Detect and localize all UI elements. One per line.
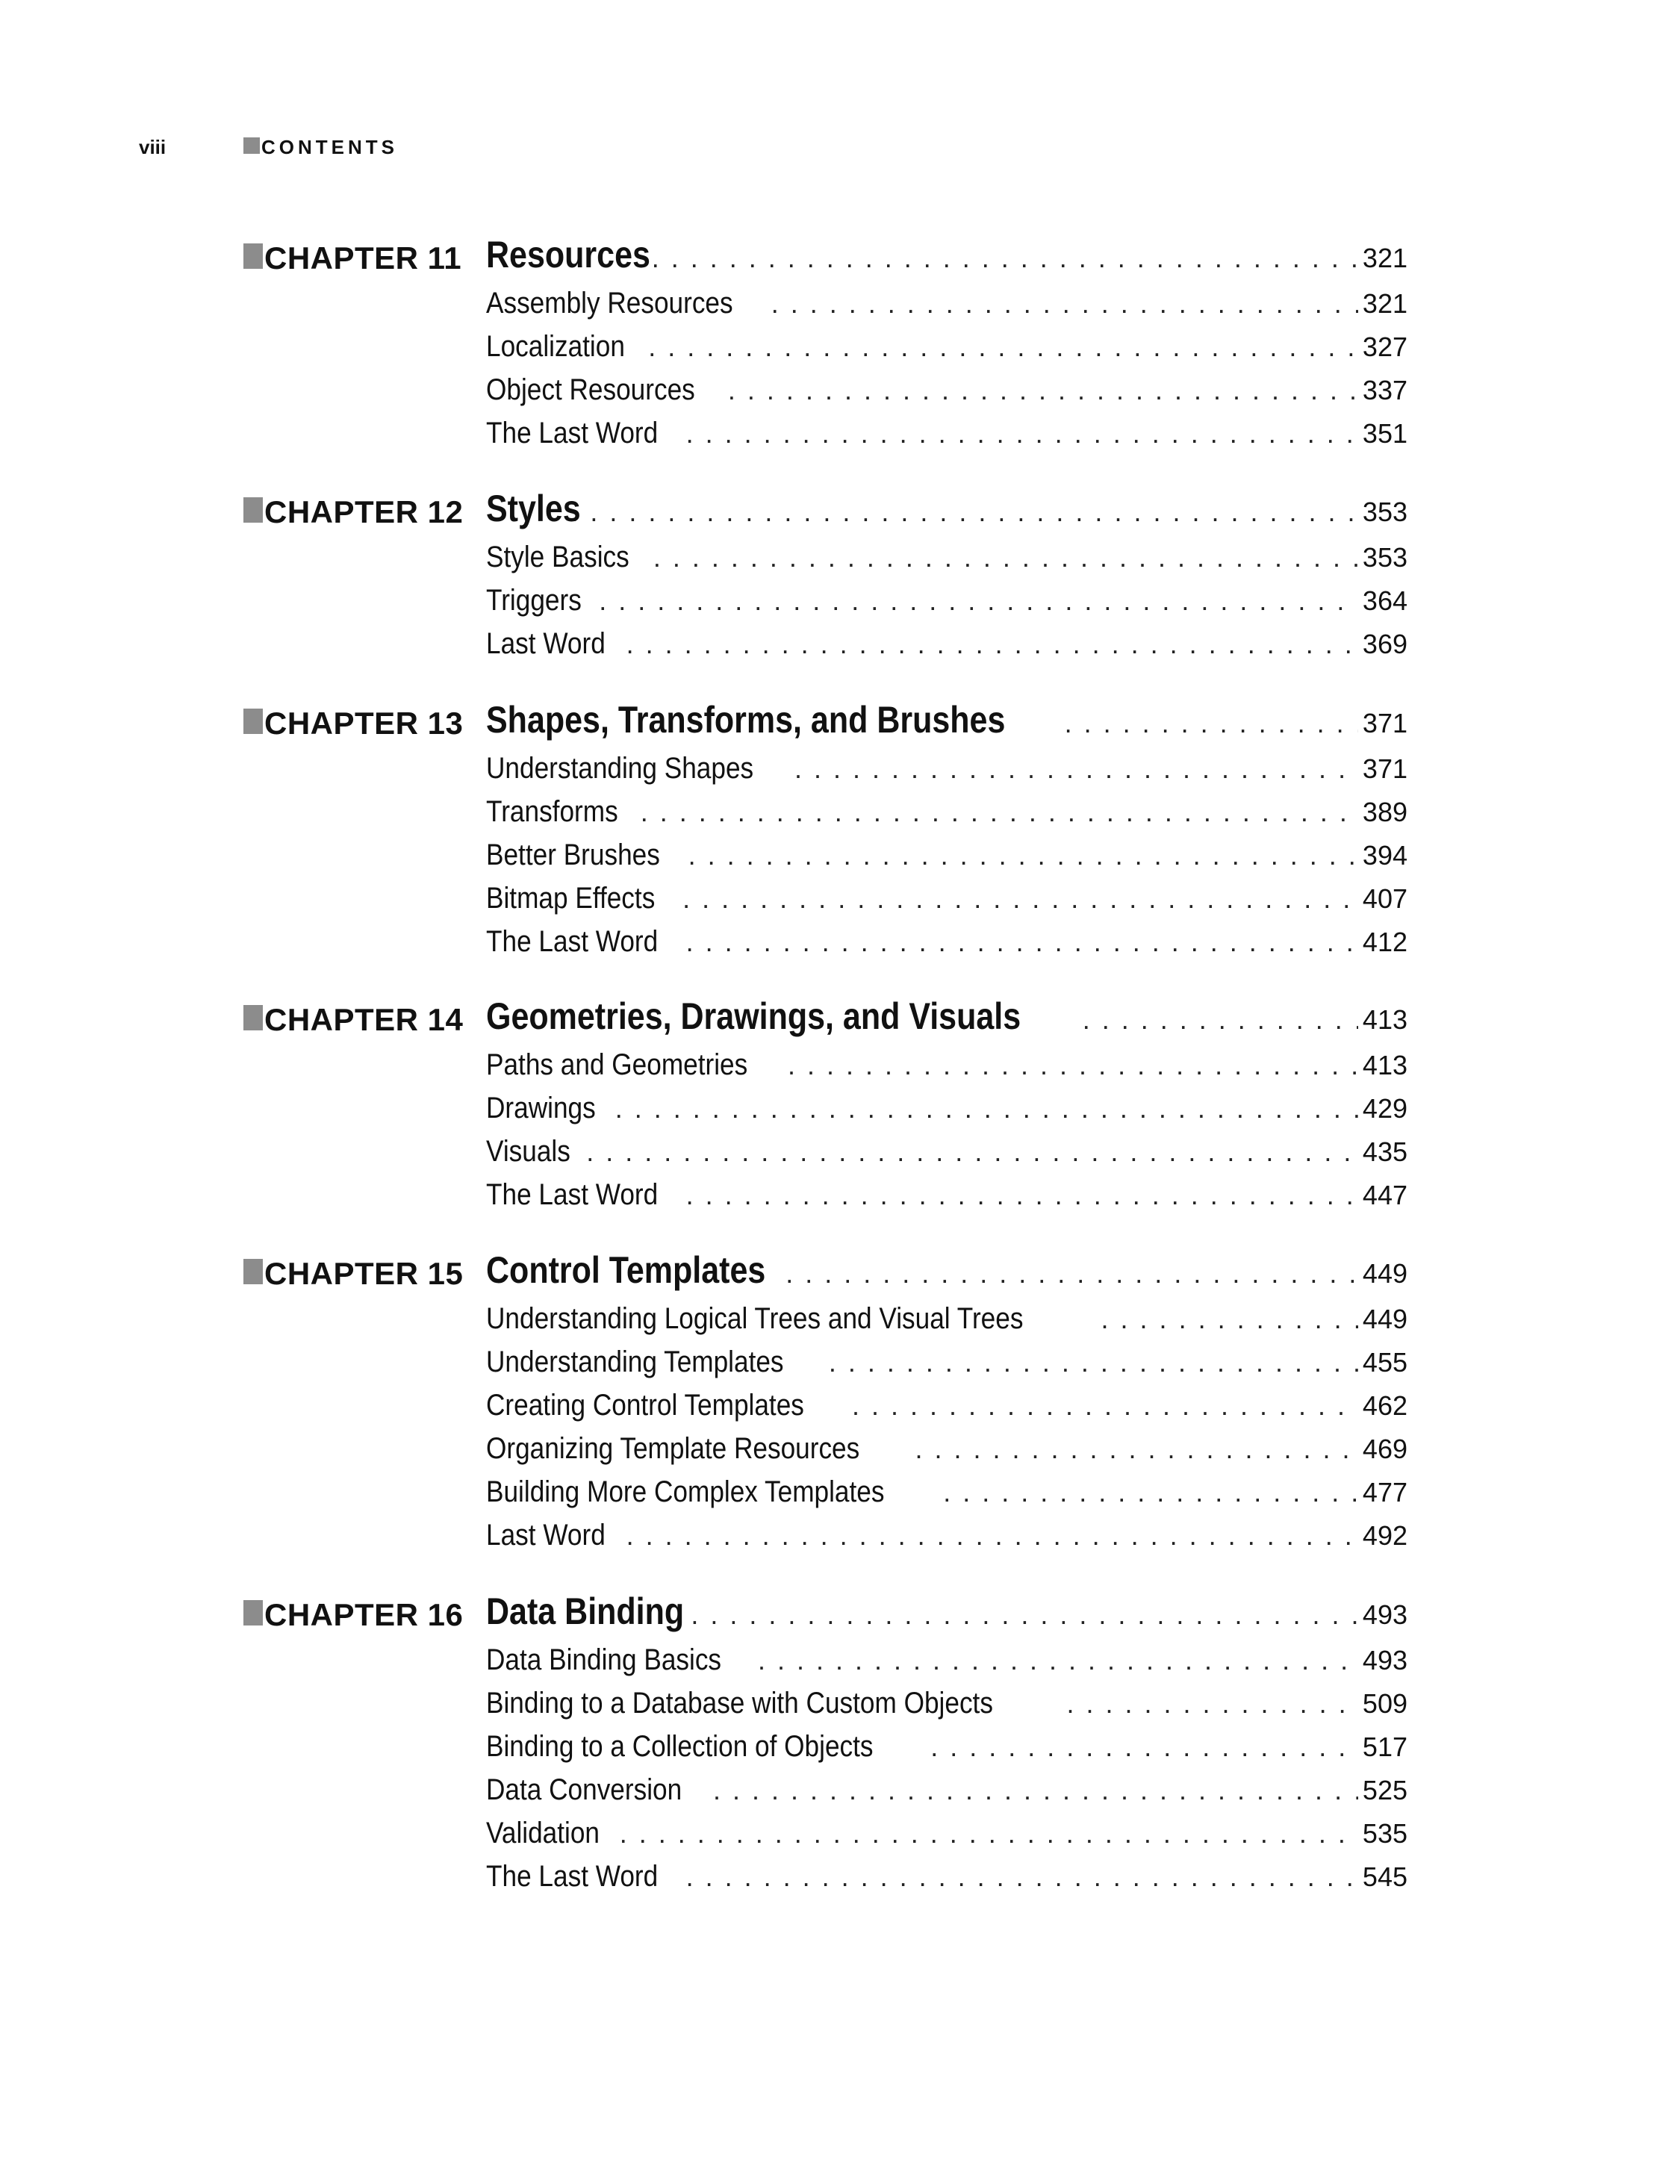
section-entry[interactable] bbox=[486, 1519, 1407, 1552]
section-entry[interactable] bbox=[486, 1092, 1407, 1125]
chapter-title-entry-page: 449 bbox=[1362, 1258, 1407, 1289]
section-entry[interactable] bbox=[486, 1475, 1407, 1509]
dot-leader bbox=[648, 332, 1358, 363]
section-entry-title: Binding to a Database with Custom Objects bbox=[486, 1687, 993, 1720]
dot-leader bbox=[915, 1434, 1357, 1465]
dot-leader bbox=[652, 243, 1358, 274]
dot-leader bbox=[785, 1258, 1358, 1289]
section-entry[interactable] bbox=[486, 1178, 1407, 1212]
section-entry[interactable] bbox=[486, 1817, 1407, 1850]
dot-leader bbox=[1101, 1304, 1358, 1335]
chapter-label-text: CHAPTER 16 bbox=[264, 1597, 464, 1632]
section-entry[interactable] bbox=[486, 584, 1407, 617]
section-entry[interactable] bbox=[486, 882, 1407, 915]
section-entry-title: Paths and Geometries bbox=[486, 1048, 748, 1081]
section-entry-title: Last Word bbox=[486, 627, 606, 660]
section-entry-title: The Last Word bbox=[486, 1860, 659, 1893]
dot-leader bbox=[686, 418, 1358, 449]
dot-leader bbox=[686, 1861, 1358, 1893]
dot-leader bbox=[615, 1093, 1358, 1124]
section-entry-page: 493 bbox=[1362, 1645, 1407, 1676]
section-entry[interactable] bbox=[486, 1860, 1407, 1894]
section-entry-title: Validation bbox=[486, 1817, 600, 1849]
square-bullet-icon bbox=[243, 243, 263, 269]
chapter-title-entry[interactable] bbox=[486, 698, 1407, 741]
section-entry-page: 545 bbox=[1362, 1861, 1407, 1892]
dot-leader bbox=[620, 1818, 1358, 1849]
section-entry-title: Data Conversion bbox=[486, 1773, 682, 1806]
section-entry[interactable] bbox=[486, 1687, 1407, 1720]
section-entry[interactable] bbox=[486, 287, 1407, 320]
chapter-title-entry-title: Data Binding bbox=[486, 1590, 685, 1632]
section-entry-page: 337 bbox=[1362, 375, 1407, 405]
chapter-title-entry-title: Styles bbox=[486, 488, 581, 529]
section-entry-page: 525 bbox=[1362, 1775, 1407, 1805]
section-entry[interactable] bbox=[486, 373, 1407, 407]
section-entry-page: 469 bbox=[1362, 1434, 1407, 1464]
section-entry-page: 389 bbox=[1362, 797, 1407, 827]
section-entry-page: 517 bbox=[1362, 1732, 1407, 1762]
section-entry-title: Localization bbox=[486, 330, 625, 363]
section-entry[interactable] bbox=[486, 1730, 1407, 1764]
section-entry-page: 447 bbox=[1362, 1180, 1407, 1210]
dot-leader bbox=[829, 1347, 1358, 1378]
section-label bbox=[243, 136, 398, 159]
section-entry[interactable] bbox=[486, 752, 1407, 785]
section-entry-page: 353 bbox=[1362, 542, 1407, 573]
section-entry-page: 477 bbox=[1362, 1477, 1407, 1508]
section-entry-page: 327 bbox=[1362, 332, 1407, 362]
section-entry[interactable] bbox=[486, 1048, 1407, 1082]
section-entry-title: Drawings bbox=[486, 1092, 596, 1124]
chapter-title-entry-page: 321 bbox=[1362, 243, 1407, 273]
section-entry[interactable] bbox=[486, 1345, 1407, 1379]
section-entry-page: 462 bbox=[1362, 1390, 1407, 1421]
dot-leader bbox=[686, 927, 1358, 958]
chapter-label-text: CHAPTER 15 bbox=[264, 1256, 464, 1291]
section-entry-page: 435 bbox=[1362, 1136, 1407, 1167]
chapter-label-text: CHAPTER 13 bbox=[264, 706, 464, 741]
section-entry-title: Visuals bbox=[486, 1135, 570, 1168]
section-entry-page: 394 bbox=[1362, 840, 1407, 871]
section-entry[interactable] bbox=[486, 627, 1407, 661]
section-entry-page: 351 bbox=[1362, 418, 1407, 449]
chapter-label bbox=[243, 1256, 463, 1292]
section-entry-page: 429 bbox=[1362, 1093, 1407, 1124]
dot-leader bbox=[570, 497, 1358, 528]
dot-leader bbox=[653, 542, 1358, 573]
section-entry-page: 407 bbox=[1362, 883, 1407, 914]
page-number: viii bbox=[139, 136, 167, 158]
section-entry-title: Assembly Resources bbox=[486, 287, 733, 320]
square-bullet-icon bbox=[243, 1600, 263, 1625]
section-entry-page: 321 bbox=[1362, 288, 1407, 319]
section-entry-page: 509 bbox=[1362, 1688, 1407, 1719]
dot-leader bbox=[686, 1180, 1358, 1211]
square-bullet-icon bbox=[243, 1005, 263, 1030]
chapter-label bbox=[243, 706, 463, 741]
section-entry-title: Building More Complex Templates bbox=[486, 1475, 885, 1508]
dot-leader bbox=[713, 1775, 1358, 1806]
section-entry-title: Data Binding Basics bbox=[486, 1643, 722, 1676]
section-entry-title: The Last Word bbox=[486, 925, 659, 958]
chapter-title-entry[interactable] bbox=[486, 487, 1407, 530]
section-entry[interactable] bbox=[486, 1643, 1407, 1677]
chapter-title-entry-page: 413 bbox=[1362, 1004, 1407, 1035]
section-entry-page: 455 bbox=[1362, 1347, 1407, 1378]
chapter-title-entry[interactable] bbox=[486, 233, 1407, 276]
chapter-label bbox=[243, 1597, 463, 1633]
chapter-label bbox=[243, 240, 461, 276]
dot-leader bbox=[1067, 1688, 1358, 1720]
chapter-title-entry[interactable] bbox=[486, 1248, 1407, 1292]
chapter-title-entry-title: Shapes, Transforms, and Brushes bbox=[486, 699, 1006, 741]
running-head bbox=[139, 136, 662, 158]
chapter-title-entry-title: Resources bbox=[486, 234, 650, 276]
section-entry-title: The Last Word bbox=[486, 1178, 659, 1211]
section-entry[interactable] bbox=[486, 1773, 1407, 1807]
section-entry[interactable] bbox=[486, 795, 1407, 829]
dot-leader bbox=[691, 1599, 1358, 1631]
chapter-title-entry[interactable] bbox=[486, 995, 1407, 1038]
section-entry-page: 364 bbox=[1362, 585, 1407, 616]
section-entry-title: Bitmap Effects bbox=[486, 882, 656, 915]
square-bullet-icon bbox=[243, 709, 263, 734]
section-entry-page: 492 bbox=[1362, 1520, 1407, 1551]
section-entry-page: 371 bbox=[1362, 753, 1407, 784]
dot-leader bbox=[788, 1050, 1358, 1081]
dot-leader bbox=[599, 585, 1358, 617]
dot-leader bbox=[1065, 708, 1358, 739]
chapter-label bbox=[243, 494, 463, 530]
section-entry-title: Transforms bbox=[486, 795, 618, 828]
section-entry[interactable] bbox=[486, 541, 1407, 574]
chapter-label-text: CHAPTER 11 bbox=[264, 240, 462, 276]
section-entry-title: Creating Control Templates bbox=[486, 1389, 804, 1422]
dot-leader bbox=[943, 1477, 1358, 1508]
section-entry-title: Better Brushes bbox=[486, 839, 660, 871]
section-label-text: CONTENTS bbox=[261, 136, 398, 158]
dot-leader bbox=[1083, 1004, 1358, 1036]
section-entry-title: Organizing Template Resources bbox=[486, 1432, 860, 1465]
section-entry[interactable] bbox=[486, 1302, 1407, 1336]
section-entry-title: Understanding Templates bbox=[486, 1345, 784, 1378]
section-entry[interactable] bbox=[486, 417, 1407, 450]
section-entry[interactable] bbox=[486, 1389, 1407, 1422]
dot-leader bbox=[852, 1390, 1358, 1422]
section-entry-title: Last Word bbox=[486, 1519, 606, 1552]
chapter-title-entry-page: 371 bbox=[1362, 708, 1407, 738]
chapter-title-entry[interactable] bbox=[486, 1590, 1407, 1633]
dot-leader bbox=[688, 840, 1358, 871]
section-entry[interactable] bbox=[486, 1432, 1407, 1466]
section-entry[interactable] bbox=[486, 925, 1407, 959]
section-entry-title: Understanding Shapes bbox=[486, 752, 754, 785]
section-entry-page: 449 bbox=[1362, 1304, 1407, 1334]
square-bullet-icon bbox=[243, 497, 263, 523]
dot-leader bbox=[586, 1136, 1358, 1168]
dot-leader bbox=[626, 629, 1358, 660]
square-bullet-icon bbox=[243, 137, 260, 154]
dot-leader bbox=[682, 883, 1358, 915]
dot-leader bbox=[641, 797, 1358, 828]
section-entry-title: The Last Word bbox=[486, 417, 659, 449]
section-entry-page: 535 bbox=[1362, 1818, 1407, 1849]
section-entry-page: 369 bbox=[1362, 629, 1407, 659]
chapter-title-entry-page: 353 bbox=[1362, 497, 1407, 527]
section-entry-page: 412 bbox=[1362, 927, 1407, 957]
chapter-label bbox=[243, 1002, 463, 1038]
square-bullet-icon bbox=[243, 1259, 263, 1284]
dot-leader bbox=[626, 1520, 1358, 1552]
dot-leader bbox=[728, 375, 1358, 406]
chapter-label-text: CHAPTER 12 bbox=[264, 494, 464, 529]
section-entry[interactable] bbox=[486, 839, 1407, 872]
chapter-title-entry-title: Control Templates bbox=[486, 1249, 766, 1291]
chapter-title-entry-title: Geometries, Drawings, and Visuals bbox=[486, 995, 1021, 1037]
section-entry[interactable] bbox=[486, 1135, 1407, 1169]
dot-leader bbox=[794, 753, 1358, 785]
section-entry[interactable] bbox=[486, 330, 1407, 364]
section-entry-title: Binding to a Collection of Objects bbox=[486, 1730, 874, 1763]
section-entry-title: Style Basics bbox=[486, 541, 629, 573]
dot-leader bbox=[771, 288, 1358, 320]
section-entry-title: Triggers bbox=[486, 584, 582, 617]
dot-leader bbox=[930, 1732, 1358, 1763]
section-entry-title: Object Resources bbox=[486, 373, 695, 406]
dot-leader bbox=[758, 1645, 1358, 1676]
chapter-title-entry-page: 493 bbox=[1362, 1599, 1407, 1630]
chapter-label-text: CHAPTER 14 bbox=[264, 1002, 464, 1037]
section-entry-page: 413 bbox=[1362, 1050, 1407, 1080]
section-entry-title: Understanding Logical Trees and Visual Trees bbox=[486, 1302, 1024, 1335]
